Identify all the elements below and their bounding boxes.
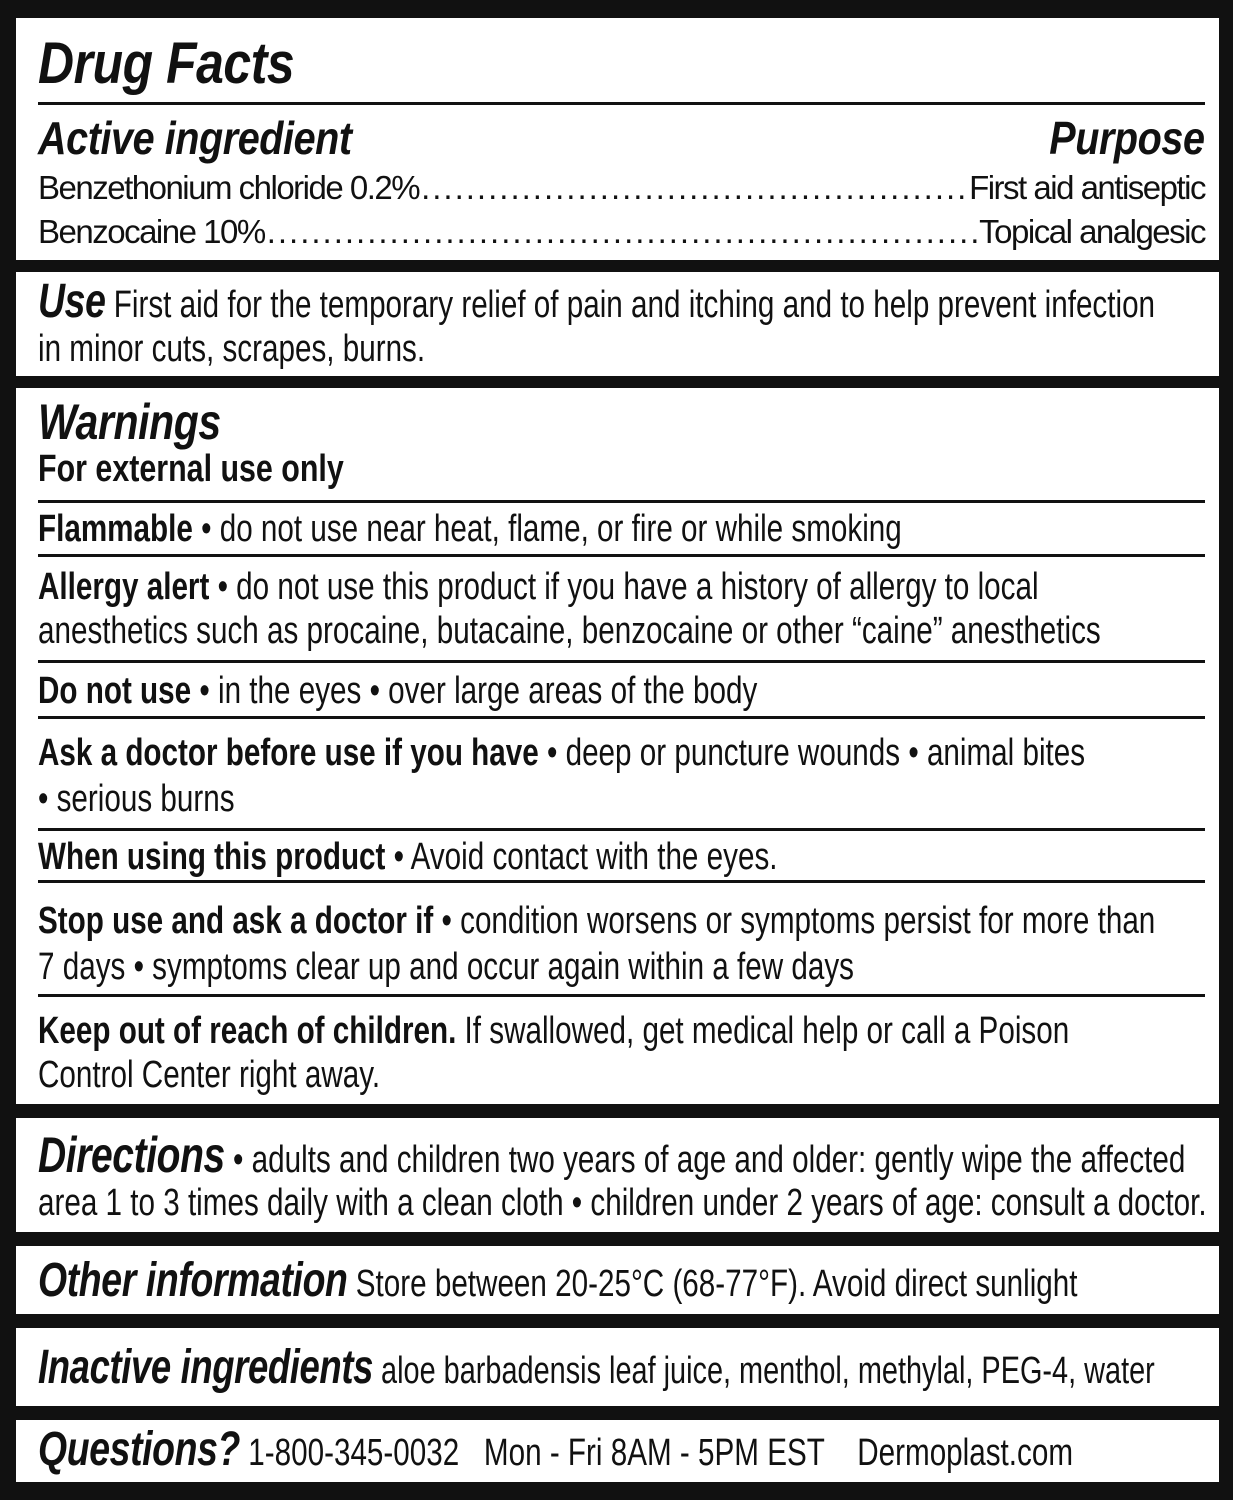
active-ingredient-heading: Active ingredient (38, 112, 352, 164)
divider (38, 716, 1205, 719)
use-line-1 (38, 275, 1205, 329)
use-heading: Use (38, 275, 106, 328)
ingredient-header-row (38, 112, 1205, 164)
warning-text: • do not use this product if you have a history of allergy to local (217, 566, 1039, 608)
warning-do-not-use (38, 668, 1205, 714)
warning-text: • Avoid contact with the eyes. (393, 836, 778, 878)
warning-allergy-alert-cont (38, 608, 1205, 654)
warning-text-continued: • serious burns (38, 778, 235, 820)
directions-heading: Directions (38, 1127, 225, 1183)
inactive-ingredients-row (38, 1342, 1205, 1397)
leader-dots (421, 166, 967, 210)
page-title: Drug Facts (38, 31, 295, 96)
inactive-ingredients-heading: Inactive ingredients (38, 1341, 374, 1394)
warning-label: When using this product (38, 836, 386, 878)
divider (38, 660, 1205, 663)
other-information-panel (16, 1246, 1219, 1314)
ingredient-purpose: Topical analgesic (979, 213, 1205, 250)
questions-hours: Mon - Fri 8AM - 5PM EST (467, 1432, 825, 1474)
warning-flammable (38, 506, 1205, 552)
questions-panel (16, 1420, 1219, 1482)
ingredient-name: Benzocaine 10% (38, 213, 265, 250)
ingredient-row (38, 166, 1205, 210)
ingredient-row (38, 210, 1205, 254)
warning-label: Do not use (38, 670, 192, 712)
warning-label: Stop use and ask a doctor if (38, 900, 434, 942)
warning-keep-out-of-reach-cont (38, 1052, 1205, 1098)
questions-website: Dermoplast.com (832, 1432, 1074, 1474)
directions-line-2 (38, 1180, 1205, 1226)
warnings-heading: Warnings (38, 394, 221, 450)
ingredient-list (38, 166, 1205, 254)
other-information-row (38, 1256, 1205, 1309)
divider (38, 102, 1205, 105)
ingredient-purpose: First aid antiseptic (969, 169, 1205, 206)
divider (38, 500, 1205, 503)
warning-text: • condition worsens or symptoms persist for more than (441, 900, 1156, 942)
other-information-text: Store between 20-25°C (68-77°F). Avoid direct sunlight (355, 1263, 1078, 1305)
leader-dots (267, 210, 977, 254)
warning-label: Flammable (38, 508, 193, 550)
external-use-subheading: For external use only (38, 448, 344, 490)
divider (38, 828, 1205, 831)
purpose-heading: Purpose (1049, 112, 1205, 164)
warning-stop-use-cont (38, 944, 1205, 990)
warning-text: • deep or puncture wounds • animal bites (546, 732, 1086, 774)
title-row (38, 32, 1205, 96)
use-text-continued: in minor cuts, scrapes, burns. (38, 328, 426, 370)
warnings-heading-row (38, 394, 1205, 450)
warning-text-continued: Control Center right away. (38, 1054, 381, 1096)
other-information-heading: Other information (38, 1254, 348, 1307)
warning-text: If swallowed, get medical help or call a Poison (464, 1010, 1070, 1052)
active-ingredient-panel (16, 18, 1219, 260)
questions-heading: Questions? (38, 1423, 241, 1476)
divider (38, 994, 1205, 997)
use-line-2 (38, 326, 1205, 372)
directions-text: • adults and children two years of age and older: gently wipe the affected (233, 1139, 1186, 1181)
warning-keep-out-of-reach (38, 1008, 1205, 1054)
directions-panel (16, 1118, 1219, 1232)
inactive-ingredients-panel (16, 1328, 1219, 1406)
directions-text-continued: area 1 to 3 times daily with a clean cloth • children under 2 years of age: consult a doctor. (38, 1182, 1207, 1224)
warning-allergy-alert (38, 564, 1205, 610)
use-panel (16, 272, 1219, 376)
warning-label: Allergy alert (38, 566, 210, 608)
warnings-panel (16, 388, 1219, 1104)
warning-text: • in the eyes • over large areas of the body (199, 670, 758, 712)
questions-row (38, 1424, 1205, 1479)
warning-ask-doctor (38, 730, 1205, 776)
divider (38, 880, 1205, 883)
warning-label: Keep out of reach of children. (38, 1010, 457, 1052)
external-use-row (38, 446, 1205, 492)
warning-text: • do not use near heat, flame, or fire or while smoking (201, 508, 902, 550)
questions-phone: 1-800-345-0032 (248, 1432, 460, 1474)
warning-text-continued: 7 days • symptoms clear up and occur again within a few days (38, 946, 855, 988)
warning-text-continued: anesthetics such as procaine, butacaine, benzocaine or other “caine” anesthetics (38, 610, 1101, 652)
directions-line-1 (38, 1127, 1205, 1185)
warning-when-using (38, 834, 1205, 880)
use-text: First aid for the temporary relief of pain and itching and to help prevent infection (113, 284, 1156, 326)
warning-label: Ask a doctor before use if you have (38, 732, 539, 774)
warning-ask-doctor-cont (38, 776, 1205, 822)
divider (38, 554, 1205, 557)
inactive-ingredients-text: aloe barbadensis leaf juice, menthol, methylal, PEG-4, water (381, 1350, 1155, 1392)
ingredient-name: Benzethonium chloride 0.2% (38, 169, 420, 206)
warning-stop-use (38, 898, 1205, 944)
